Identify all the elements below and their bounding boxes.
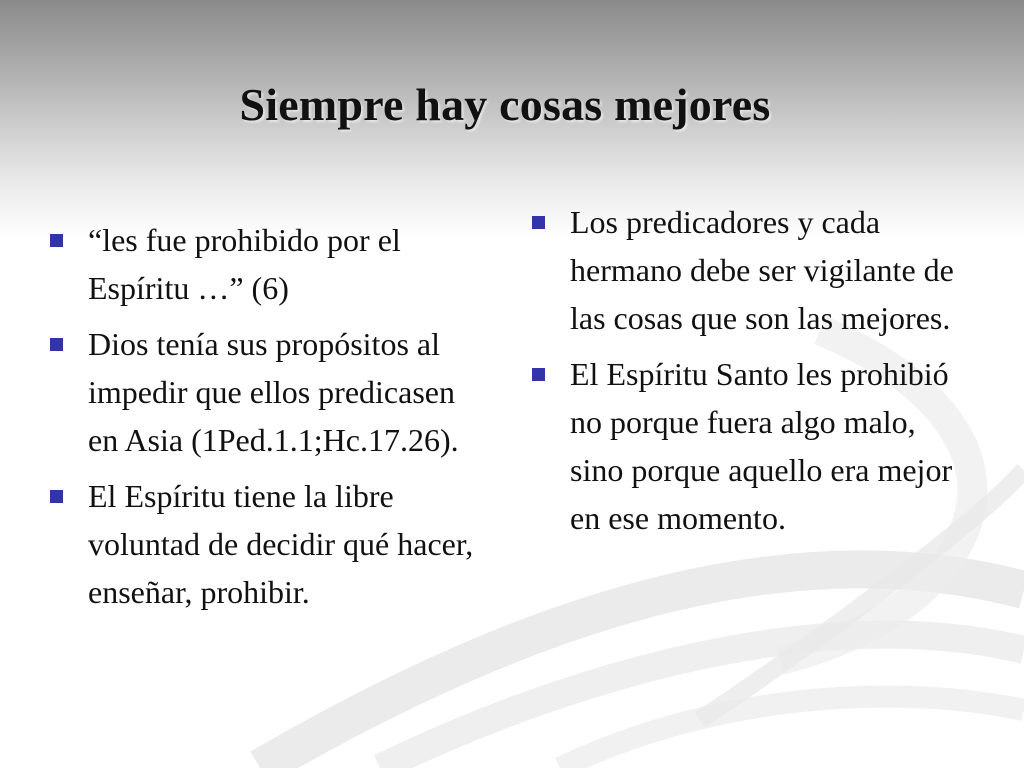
square-bullet-icon — [50, 234, 63, 247]
right-bullet-list — [530, 198, 970, 550]
list-item — [48, 320, 488, 464]
list-item — [530, 198, 970, 342]
bullet-text: El Espíritu Santo les prohibió no porque fuera algo malo, sino porque aquello era mejor en ese momento. — [570, 356, 953, 536]
list-item — [48, 472, 488, 616]
bullet-text: Dios tenía sus propósitos al impedir que ellos predicasen en Asia (1Ped.1.1;Hc.17.26). — [88, 326, 459, 458]
square-bullet-icon — [532, 216, 545, 229]
square-bullet-icon — [50, 490, 63, 503]
list-item — [530, 350, 970, 542]
slide-title: Siempre hay cosas mejores — [239, 79, 771, 130]
square-bullet-icon — [532, 368, 545, 381]
list-item — [48, 216, 488, 312]
bullet-text: “les fue prohibido por el Espíritu …” (6) — [88, 222, 401, 306]
bullet-text: El Espíritu tiene la libre voluntad de decidir qué hacer, enseñar, prohibir. — [88, 478, 474, 610]
bullet-text: Los predicadores y cada hermano debe ser vigilante de las cosas que son las mejores. — [570, 204, 954, 336]
square-bullet-icon — [50, 338, 63, 351]
left-bullet-list — [48, 216, 488, 624]
